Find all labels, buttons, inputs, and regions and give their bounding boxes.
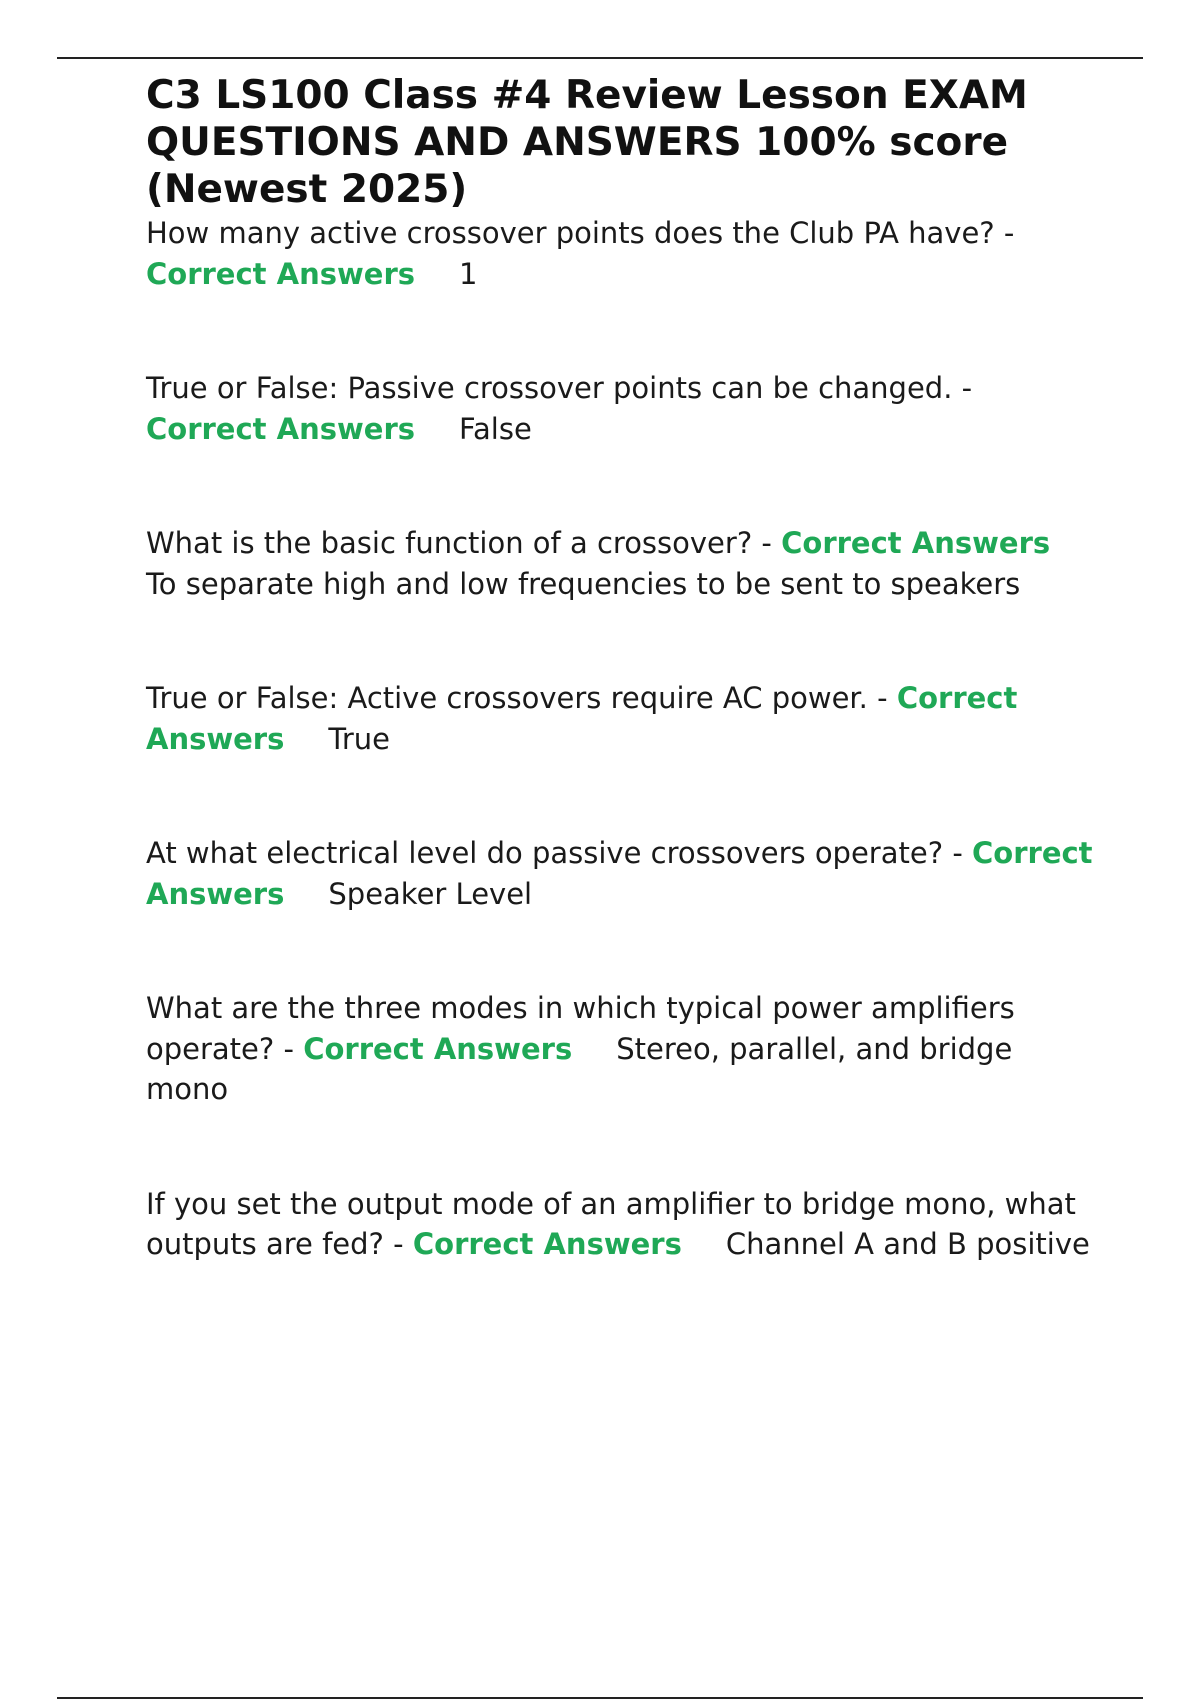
correct-answers-label: Correct Answers <box>781 526 1051 560</box>
answer-text: False <box>459 411 532 446</box>
answer-text: True <box>328 721 390 756</box>
question-text: How many active crossover points does the Club PA have? - <box>146 216 1015 250</box>
answer-text: 1 <box>459 256 478 291</box>
top-rule <box>57 57 1143 59</box>
correct-answers-label: Correct Answers <box>146 681 1018 756</box>
answer-text: To separate high and low frequencies to be sent to speakers <box>146 566 1021 601</box>
question-text: True or False: Active crossovers require AC power. - <box>146 681 888 715</box>
answer-text: Stereo, parallel, and bridge mono <box>146 1031 1013 1106</box>
qa-item <box>146 1184 1096 1265</box>
correct-answers-label: Correct Answers <box>146 836 1093 911</box>
qa-item <box>146 988 1096 1110</box>
correct-answers-label: Correct Answers <box>303 1031 573 1066</box>
correct-answers-label: Correct Answers <box>146 256 416 291</box>
correct-answers-label: Correct Answers <box>146 411 416 446</box>
question-text: What is the basic function of a crossover? - <box>146 526 772 560</box>
question-text: True or False: Passive crossover points can be changed. - <box>146 371 973 405</box>
qa-item <box>146 523 1096 604</box>
question-text: What are the three modes in which typical power amplifiers operate? - <box>146 991 1015 1066</box>
question-text: At what electrical level do passive crossovers operate? - <box>146 836 963 870</box>
qa-list <box>146 213 1096 1265</box>
qa-item <box>146 678 1096 759</box>
correct-answers-label: Correct Answers <box>412 1227 682 1261</box>
qa-item <box>146 833 1096 914</box>
bottom-rule <box>57 1697 1143 1699</box>
question-text: If you set the output mode of an amplifier to bridge mono, what outputs are fed? - <box>146 1186 1076 1261</box>
answer-text: Channel A and B positive <box>725 1227 1090 1261</box>
qa-item <box>146 213 1096 294</box>
document-body <box>146 72 1096 1265</box>
qa-item <box>146 368 1096 449</box>
document-title: C3 LS100 Class #4 Review Lesson EXAM QUESTIONS AND ANSWERS 100% score (Newest 2025) <box>146 73 1028 212</box>
answer-text: Speaker Level <box>328 876 533 911</box>
